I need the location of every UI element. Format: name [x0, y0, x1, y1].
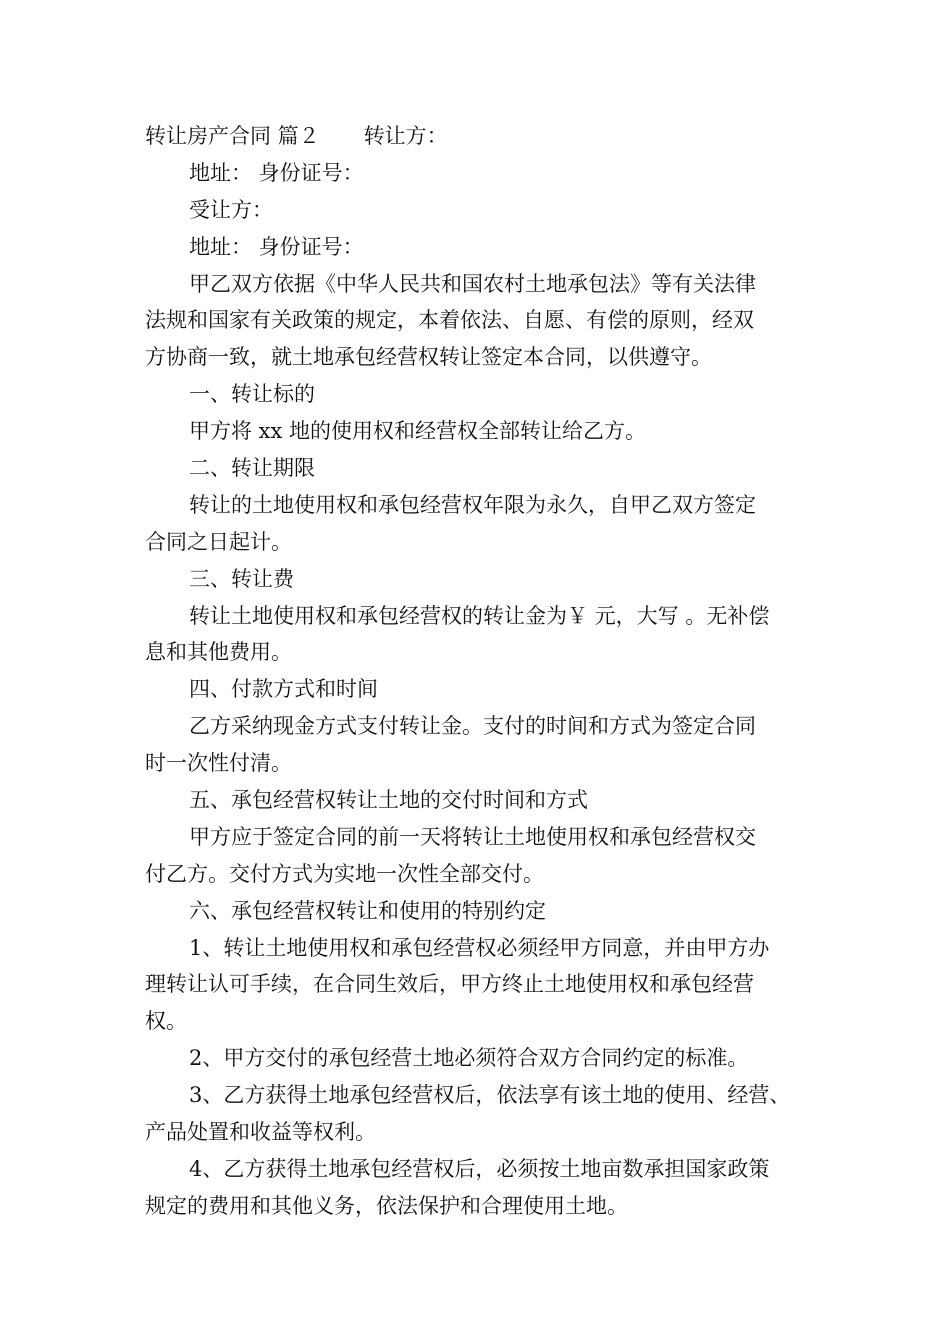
text-line: 时一次性付清。	[145, 751, 292, 776]
document-title: 转让房产合同 篇２	[145, 124, 320, 148]
text-line: 4、乙方获得土地承包经营权后，必须按土地亩数承担国家政策	[189, 1156, 770, 1181]
text-line: 甲方应于签定合同的前一天将转让土地使用权和承包经营权交	[189, 824, 756, 849]
document-body	[145, 118, 825, 1225]
text-line: 五、承包经营权转让土地的交付时间和方式	[189, 788, 588, 813]
text-line: 一、转让标的	[189, 382, 315, 407]
text-line: 规定的费用和其他义务，依法保护和合理使用土地。	[145, 1193, 628, 1218]
text-line: 息和其他费用。	[145, 640, 292, 665]
text-line: 地址： 身份证号：	[189, 234, 364, 259]
text-line: 付乙方。交付方式为实地一次性全部交付。	[145, 861, 544, 886]
text-line: 地址： 身份证号：	[189, 160, 364, 185]
text-line: 甲乙双方依据《中华人民共和国农村土地承包法》等有关法律	[189, 271, 756, 296]
text-line: 理转让认可手续，在合同生效后，甲方终止土地使用权和承包经营	[145, 972, 754, 997]
text-line: 转让的土地使用权和承包经营权年限为永久，自甲乙双方签定	[189, 492, 756, 517]
text-line: 法规和国家有关政策的规定，本着依法、自愿、有偿的原则，经双	[145, 308, 754, 333]
text-line: 甲方将 xx 地的使用权和经营权全部转让给乙方。	[189, 419, 647, 444]
document-lines	[145, 155, 825, 1225]
text-line: 四、付款方式和时间	[189, 677, 378, 702]
text-line: 六、承包经营权转让和使用的特别约定	[189, 898, 546, 923]
text-line: 产品处置和收益等权利。	[145, 1120, 376, 1145]
transferor-label: 转让方：	[363, 124, 448, 148]
text-line: 合同之日起计。	[145, 529, 292, 554]
document-heading	[145, 118, 825, 155]
text-line: 受让方：	[189, 197, 273, 222]
text-line: 方协商一致，就土地承包经营权转让签定本合同，以供遵守。	[145, 345, 712, 370]
text-line: 1、转让土地使用权和承包经营权必须经甲方同意，并由甲方办	[189, 935, 770, 960]
text-line: 2、甲方交付的承包经营土地必须符合双方合同约定的标准。	[189, 1046, 749, 1071]
text-line: 3、乙方获得土地承包经营权后，依法享有该土地的使用、经营、	[189, 1083, 791, 1108]
text-line: 权。	[145, 1009, 187, 1034]
text-line: 三、转让费	[189, 566, 294, 591]
text-line: 二、转让期限	[189, 456, 315, 481]
text-line: 乙方采纳现金方式支付转让金。支付的时间和方式为签定合同	[189, 714, 756, 739]
text-line: 转让土地使用权和承包经营权的转让金为￥ 元，大写 。无补偿	[189, 603, 770, 628]
